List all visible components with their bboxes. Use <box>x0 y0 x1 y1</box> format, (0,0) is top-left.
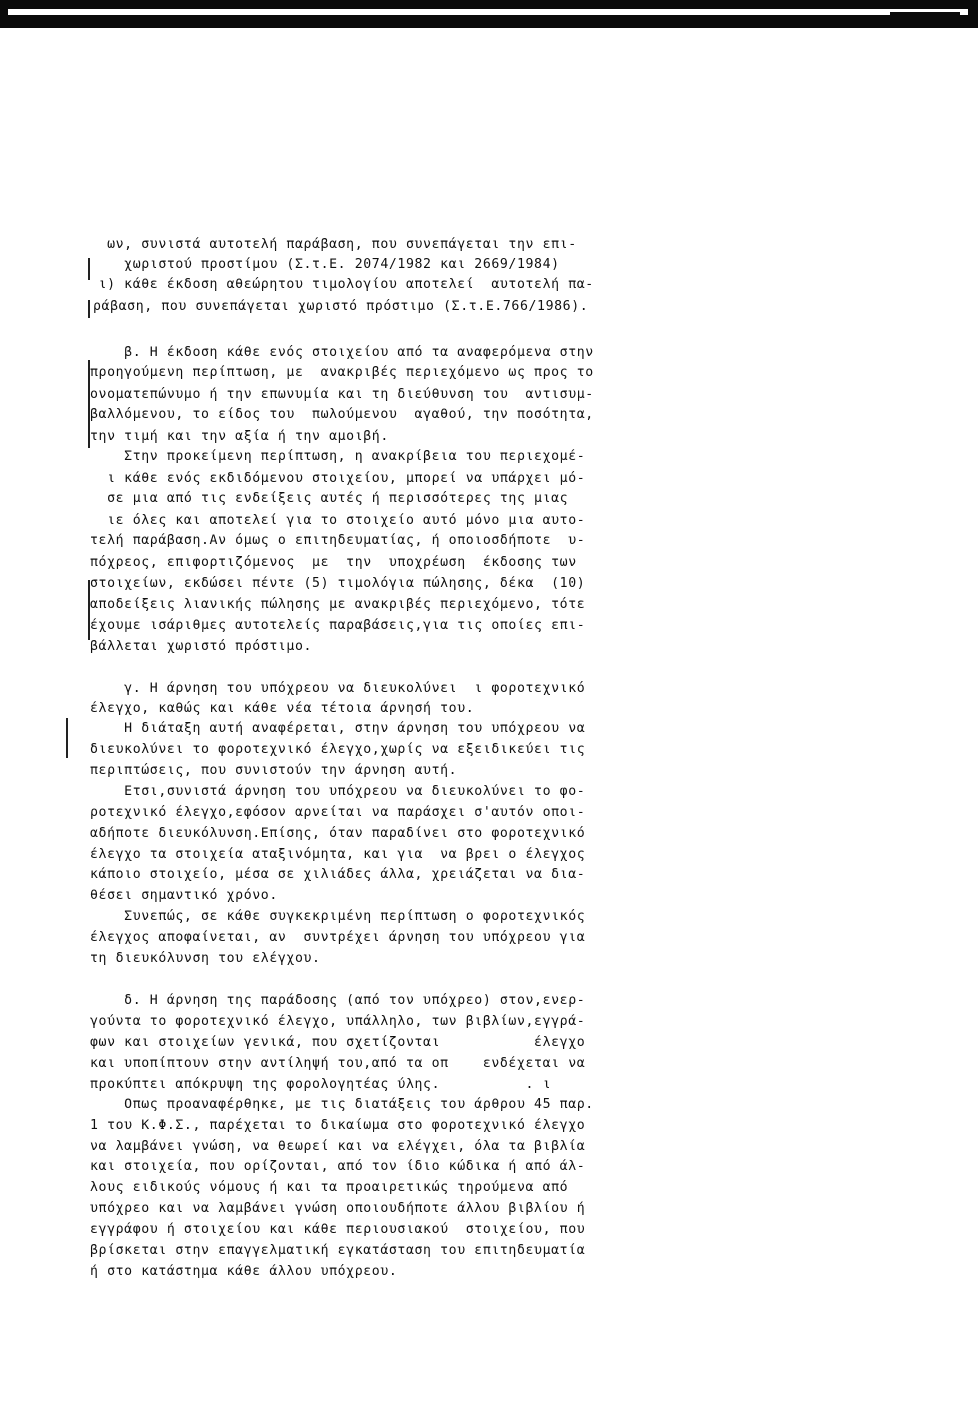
text-line: προκύπτει απόκρυψη της φορολογητέας ύλης. . ι <box>90 1077 552 1092</box>
text-line: έχουμε ισάριθμες αυτοτελείς παραβάσεις,για τις οποίες επι- <box>90 618 586 633</box>
text-line: αποδείξεις λιανικής πώλησης με ανακριβές περιεχόμενο, τότε <box>90 597 586 612</box>
text-line: κάποιο στοιχείο, μέσα σε χιλιάδες άλλα, χρειάζεται να δια- <box>90 867 586 882</box>
text-line: ροτεχνικό έλεγχο,εφόσον αρνείται να παράσχει σ'αυτόν οποι- <box>90 805 586 820</box>
text-line: προηγούμενη περίπτωση, με ανακριβές περιεχόμενο ως προς το <box>90 365 594 380</box>
text-line: σε μια από τις ενδείξεις αυτές ή περισσότερες της μιας <box>90 491 569 506</box>
text-line: γούντα το φοροτεχνικό έλεγχο, υπάλληλο, των βιβλίων,εγγρά- <box>90 1014 586 1029</box>
text-line: τελή παράβαση.Αν όμως ο επιτηδευματίας, ή οποιοσδήποτε υ- <box>90 533 586 548</box>
text-line: αδήποτε διευκόλυνση.Επίσης, όταν παραδίνει στο φοροτεχνικό <box>90 826 586 841</box>
text-line: και υποπίπτουν στην αντίληψή του,από τα οπ ενδέχεται να <box>90 1056 586 1071</box>
text-line: έλεγχο τα στοιχεία αταξινόμητα, και για να βρει ο έλεγχος <box>90 847 586 862</box>
text-line: ων, συνιστά αυτοτελή παράβαση, που συνεπάγεται την επι- <box>90 237 577 252</box>
text-line: την τιμή και την αξία ή την αμοιβή. <box>90 429 389 444</box>
text-line: Συνεπώς, σε κάθε συγκεκριμένη περίπτωση ο φοροτεχνικός <box>90 909 586 924</box>
text-line: λους ειδικούς νόμους ή και τα προαιρετικώς τηρούμενα από <box>90 1180 569 1195</box>
text-line: φων και στοιχείων γενικά, που σχετίζονται έλεγχο <box>90 1035 586 1050</box>
text-line: ονοματεπώνυμο ή την επωνυμία και τη διεύθυνση του αντισυμ- <box>90 387 594 402</box>
text-line: 1 του Κ.Φ.Σ., παρέχεται το δικαίωμα στο φοροτεχνικό έλεγχο <box>90 1118 586 1133</box>
text-line: χωριστού προστίμου (Σ.τ.Ε. 2074/1982 και 2669/1984) <box>90 257 560 272</box>
text-line: στοιχείων, εκδώσει πέντε (5) τιμολόγια πώλησης, δέκα (10) <box>90 576 586 591</box>
text-line: ή στο κατάστημα κάθε άλλου υπόχρεου. <box>90 1264 398 1279</box>
text-line: ι) κάθε έκδοση αθεώρητου τιμολογίου αποτελεί αυτοτελή πα- <box>90 277 594 292</box>
text-line: ράβαση, που συνεπάγεται χωριστό πρόστιμο (Σ.τ.Ε.766/1986). <box>93 299 589 314</box>
text-line: γ. Η άρνηση του υπόχρεου να διευκολύνει ι φοροτεχνικό <box>90 681 586 696</box>
text-line: διευκολύνει το φοροτεχνικό έλεγχο,χωρίς να εξειδικεύει τις <box>90 742 586 757</box>
text-line: βάλλεται χωριστό πρόστιμο. <box>90 639 313 654</box>
text-line: έλεγχο, καθώς και κάθε νέα τέτοια άρνησή του. <box>90 701 475 716</box>
text-line: Στην προκείμενη περίπτωση, η ανακρίβεια του περιεχομέ- <box>90 449 586 464</box>
text-line: πόχρεος, επιφορτιζόμενος με την υποχρέωση έκδοσης των <box>90 555 577 570</box>
text-line: να λαμβάνει γνώση, να θεωρεί και να ελέγχει, όλα τα βιβλία <box>90 1139 586 1154</box>
text-line: εγγράφου ή στοιχείου και κάθε περιουσιακού στοιχείου, που <box>90 1222 586 1237</box>
margin-mark <box>66 718 68 758</box>
text-line: βαλλόμενου, το είδος του πωλούμενου αγαθού, την ποσότητα, <box>90 407 594 422</box>
text-line: θέσει σημαντικό χρόνο. <box>90 888 278 903</box>
text-line: β. Η έκδοση κάθε ενός στοιχείου από τα αναφερόμενα στην <box>90 345 594 360</box>
text-line: βρίσκεται στην επαγγελματική εγκατάσταση του επιτηδευματία <box>90 1243 586 1258</box>
margin-mark <box>88 300 90 318</box>
text-line: Ετσι,συνιστά άρνηση του υπόχρεου να διευκολύνει το φο- <box>90 784 586 799</box>
text-line: δ. Η άρνηση της παράδοσης (από τον υπόχρεο) στον,ενερ- <box>90 993 586 1008</box>
text-line: ι κάθε ενός εκδιδόμενου στοιχείου, μπορεί να υπάρχει μό- <box>90 471 586 486</box>
text-line: υπόχρεο και να λαμβάνει γνώση οποιουδήποτε άλλου βιβλίου ή <box>90 1201 586 1216</box>
text-line: Οπως προαναφέρθηκε, με τις διατάξεις του άρθρου 45 παρ. <box>90 1097 594 1112</box>
text-line: τη διευκόλυνση του ελέγχου. <box>90 951 321 966</box>
text-line: και στοιχεία, που ορίζονται, από τον ίδιο κώδικα ή από άλ- <box>90 1159 586 1174</box>
text-line: περιπτώσεις, που συνιστούν την άρνηση αυτή. <box>90 763 458 778</box>
text-line: ιε όλες και αποτελεί για το στοιχείο αυτό μόνο μια αυτο- <box>90 513 586 528</box>
text-line: Η διάταξη αυτή αναφέρεται, στην άρνηση του υπόχρεου να <box>90 721 586 736</box>
text-line: έλεγχος αποφαίνεται, αν συντρέχει άρνηση του υπόχρεου για <box>90 930 586 945</box>
